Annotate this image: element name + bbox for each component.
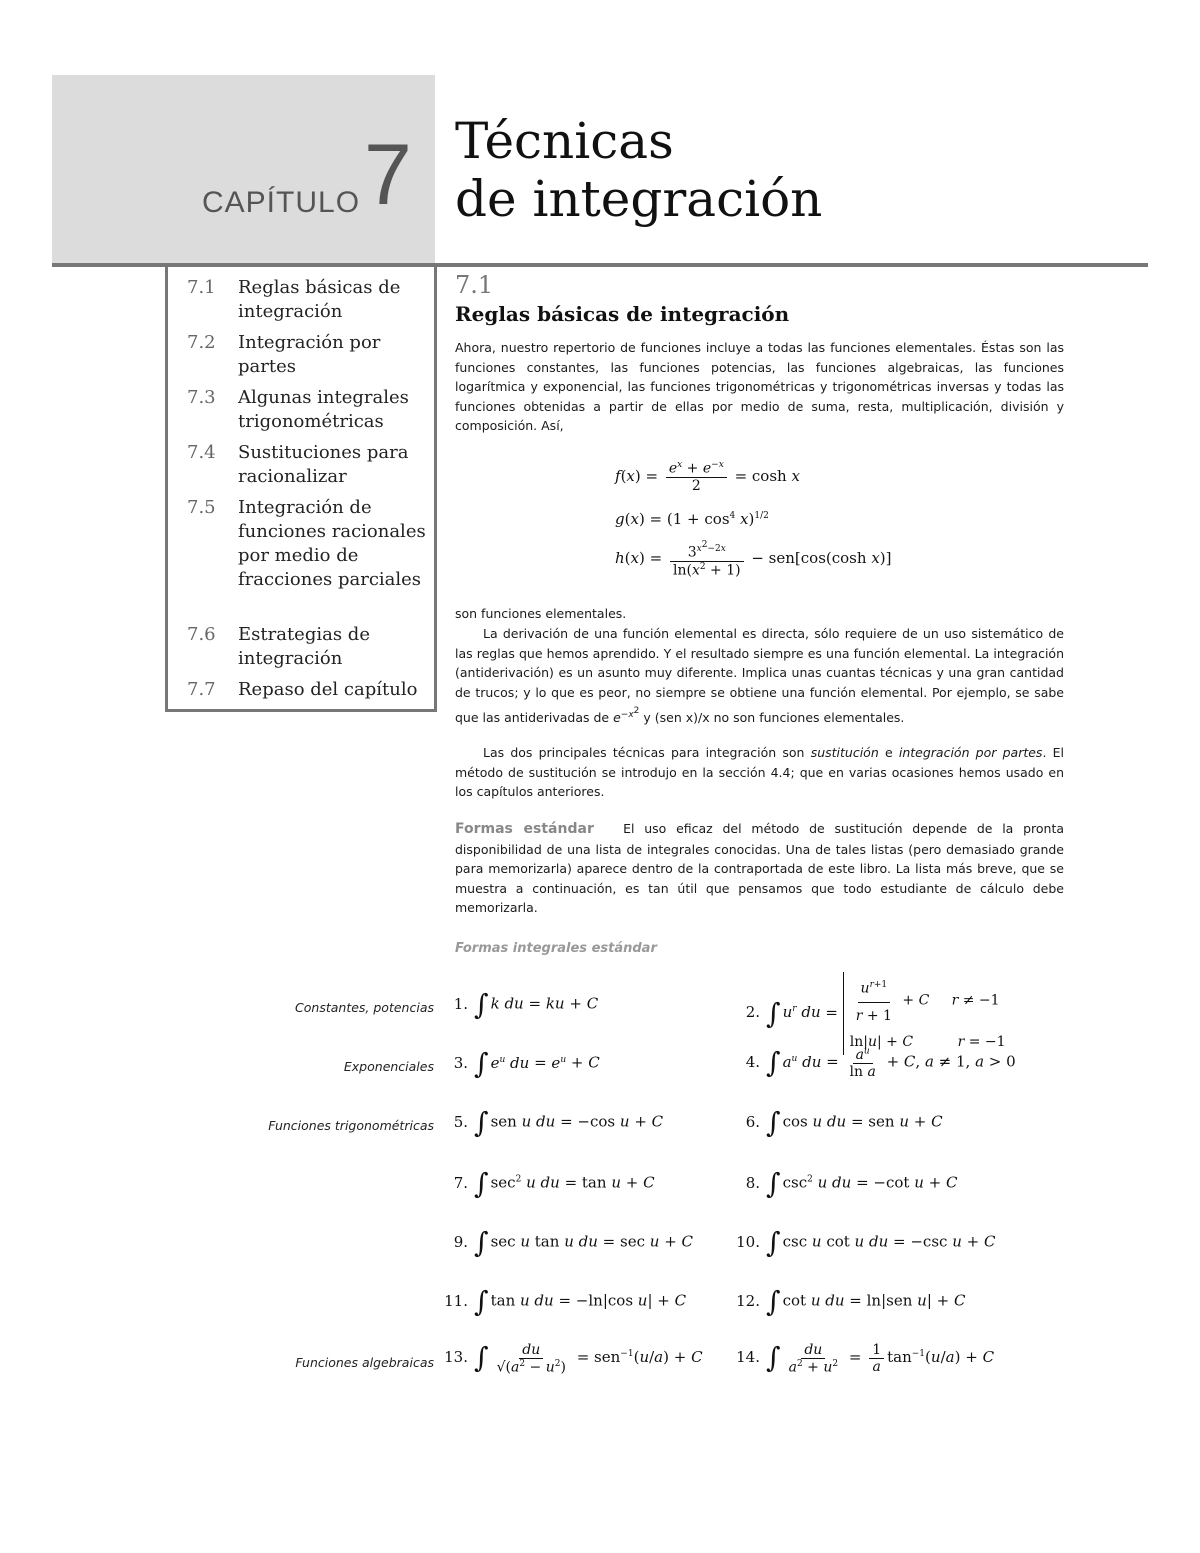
section-number: 7.1 [455, 271, 494, 299]
toc-num: 7.1 [187, 277, 216, 298]
paragraph-text: El uso eficaz del método de sustitución depende de la pronta disponibilidad de una lista de integrales conocidas. Una de tales listas (pero demasiado grande para memorizarla) aparece dentro de la contraportada de este libro. La lista más breve, que se muestra a continuación, es tan útil que pensamos que todo estudiante de cálculo debe memorizarla. [455, 821, 1065, 916]
formula-1: 1. ∫ k du = ku + C [442, 988, 598, 1021]
table-title: Formas integrales estándar [455, 941, 657, 956]
emphasis: sustitución [810, 745, 879, 760]
formula-number: 3. [453, 1053, 468, 1072]
toc-text: Integración por partes [238, 332, 381, 377]
category-label: Exponenciales [343, 1059, 434, 1074]
formula-number: 5. [453, 1112, 468, 1131]
toc-num: 7.2 [187, 332, 216, 353]
paragraph-text: e [884, 745, 893, 760]
toc-item[interactable] [187, 386, 428, 434]
formula-number: 14. [736, 1347, 760, 1366]
toc-item[interactable] [187, 678, 428, 702]
paragraph-text: Las dos principales técnicas para integración son [483, 745, 805, 760]
chapter-number: 7 [364, 127, 412, 223]
paragraph-text: La derivación de una función elemental es directa, sólo requiere de un uso sistemático de las reglas que hemos aprendido. Y el resultado siempre es una función elemental. La integración (antiderivación) es un asunto muy diferente. Implica unas cuantas técnicas y una gran cantidad de trucos; y lo que es peor, no siempre se obtiene una función elemental. Por ejemplo, se sabe que las antiderivadas de [455, 626, 1064, 726]
toc-num: 7.6 [187, 624, 216, 645]
formula-number: 8. [745, 1173, 760, 1192]
toc-text: Integración de funciones racionales por medio de fracciones parciales [238, 497, 426, 590]
toc-num: 7.7 [187, 679, 216, 700]
formula-3: 3. ∫ $e^u$ du = $e^u + C$ [442, 1047, 600, 1080]
paragraph-text: y (sen x)/x no son funciones elementales. [643, 710, 905, 726]
toc-text: Repaso del capítulo [238, 679, 418, 700]
paragraph-derivacion: La derivación de una función elemental es directa, sólo requiere de un uso sistemático de las reglas que hemos aprendido. Y el resultado siempre es una función elemental. La integración (antiderivación) es un asunto muy diferente. Implica unas cuantas técnicas y una gran cantidad de trucos; y lo que es peor, no siempre se obtiene una función elemental. Por ejemplo, se sabe que las antiderivadas de $e^{-x^2}$ y (sen x)/x no son funciones elementales. [455, 626, 1064, 726]
formula-number: 4. [745, 1052, 760, 1071]
formula-number: 13. [444, 1347, 468, 1366]
formas-heading: Formas estándar [455, 821, 594, 837]
formula-12: 12. ∫ cot u du = ln|sen u| + C [734, 1285, 965, 1318]
chapter-title-line2: de integración [455, 170, 823, 228]
toc-num: 7.5 [187, 497, 216, 518]
formula-4: 4. ∫ $a^u$ du = $\frac{a^u}{\text{ln a}}$ + C, a ≠ 1, a > 0 [734, 1045, 1016, 1080]
toc-item[interactable] [187, 623, 428, 671]
formula-number: 11. [444, 1291, 468, 1310]
formula-8: 8. ∫ $\csc^2 u$ du = −cot u + C [734, 1167, 957, 1200]
chapter-label: CAPÍTULO [202, 186, 361, 219]
formula-9: 9. ∫ sec u tan u du = sec u + C [442, 1226, 693, 1259]
formula-10: 10. ∫ csc u cot u du = −csc u + C [734, 1226, 995, 1259]
toc-item[interactable] [187, 276, 428, 324]
intro-paragraph: Ahora, nuestro repertorio de funciones incluye a todas las funciones elementales. Éstas son las funciones constantes, las funciones potencias, las funciones algebraicas, las funciones logarítmica y exponencial, las funciones trigonométricas y trigonométricas inversas y todas las funciones obtenidas a partir de ellas por medio de suma, resta, multiplicación, división y composición. Así, [455, 340, 1064, 434]
toc-num: 7.3 [187, 387, 216, 408]
category-label: Funciones algebraicas [295, 1355, 434, 1370]
formula-number: 9. [453, 1232, 468, 1251]
paragraph-formas [455, 819, 1064, 918]
toc-item[interactable] [187, 441, 428, 489]
chapter-title-line1: Técnicas [455, 112, 674, 170]
paragraph-tecnicas [455, 743, 1064, 802]
category-label: Constantes, potencias [295, 1000, 434, 1015]
paragraph-elementales: son funciones elementales. [455, 606, 627, 621]
formula-2: 2. ∫ $u^r$ du = $\frac{u^{r+1}}{r + 1}$ + C r ≠ −1 ln|u| + C r = −1 [734, 972, 1006, 1055]
formula-14: 14. ∫ $\frac{du}{a^2 + u^2}$ = $\frac{1}{a}$ $\tan^{-1}(u/a) + C$ [734, 1340, 994, 1376]
toc-num: 7.4 [187, 442, 216, 463]
toc-text: Reglas básicas de integración [238, 277, 401, 322]
equation-h: h(x) = $\frac{3^{x^2-2x}}{\ln(x^2 + 1)}$ − sen[cos(cosh x)] [615, 540, 892, 579]
formula-13: 13. ∫ $\frac{du}{√(a^2 - u^2)}$ = sen$^{-1}$(u/a) + C [442, 1340, 703, 1376]
toc-text: Sustituciones para racionalizar [238, 442, 409, 487]
toc-text: Algunas integrales trigonométricas [238, 387, 409, 432]
formula-6: 6. ∫ cos u du = sen u + C [734, 1106, 943, 1139]
toc-item[interactable] [187, 331, 428, 379]
formula-5: 5. ∫ sen u du = −cos u + C [442, 1106, 663, 1139]
formula-number: 6. [745, 1112, 760, 1131]
section-title: Reglas básicas de integración [455, 302, 790, 326]
formula-number: 1. [453, 994, 468, 1013]
formula-7: 7. ∫ $\sec^2 u$ du = tan u + C [442, 1167, 655, 1200]
equation-g: $g(x) = (1 + \cos^4 x)^{1/2}$ [615, 510, 769, 528]
equation-f: f(x) = $\frac{e^x + e^{-x}}{2}$ = cosh x [615, 460, 800, 494]
toc-item[interactable] [187, 496, 428, 592]
emphasis: integración por partes [898, 745, 1043, 760]
paragraph-text: . El método de sustitución se introdujo en la sección 4.4; que en varias ocasiones hemos usado en los capítulos anteriores. [455, 745, 1064, 800]
formula-11: 11. ∫ tan u du = −ln|cos u| + C [442, 1285, 686, 1318]
chapter-title [455, 112, 822, 228]
category-label: Funciones trigonométricas [268, 1118, 434, 1133]
toc-text: Estrategias de integración [238, 624, 370, 669]
formula-number: 7. [453, 1173, 468, 1192]
formula-number: 10. [736, 1232, 760, 1251]
formula-number: 2. [745, 1003, 760, 1022]
formula-number: 12. [736, 1291, 760, 1310]
